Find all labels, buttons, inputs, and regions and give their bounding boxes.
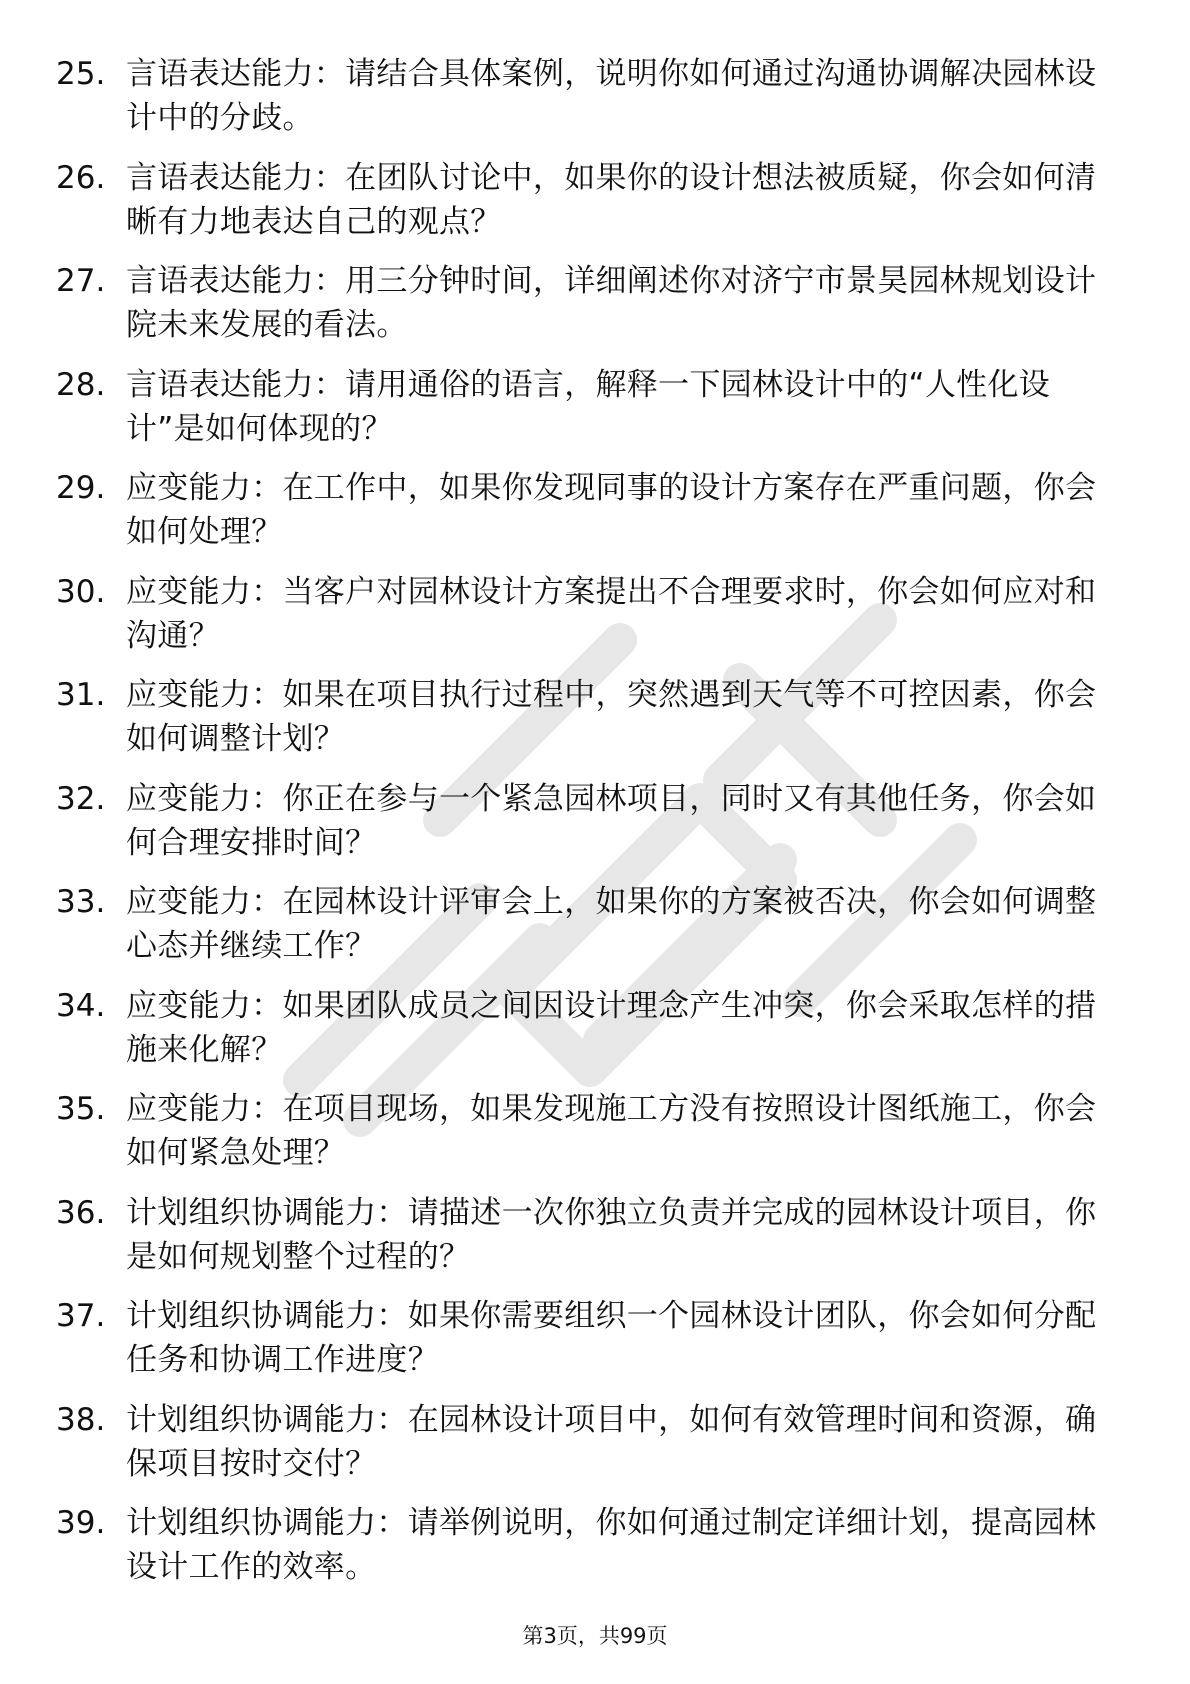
question-text: 言语表达能力：用三分钟时间，详细阐述你对济宁市景昊园林规划设计院未来发展的看法。: [126, 263, 1097, 343]
question-text: 言语表达能力：请结合具体案例，说明你如何通过沟通协调解决园林设计中的分歧。: [126, 56, 1097, 136]
question-number: 36.: [56, 1194, 106, 1231]
list-item: [56, 466, 1126, 570]
question-text: 计划组织协调能力：在园林设计项目中，如何有效管理时间和资源，确保项目按时交付？: [126, 1401, 1097, 1482]
list-item: [56, 52, 1126, 156]
question-number: 39.: [56, 1505, 106, 1541]
question-text: 应变能力：你正在参与一个紧急园林项目，同时又有其他任务，你会如何合理安排时间？: [126, 780, 1097, 861]
question-text: 计划组织协调能力：请描述一次你独立负责并完成的园林设计项目，你是如何规划整个过程的？: [126, 1194, 1097, 1275]
list-item: [56, 880, 1126, 984]
list-item: [56, 984, 1126, 1088]
question-number: 35.: [56, 1091, 106, 1127]
list-item: [56, 363, 1126, 467]
question-text: 应变能力：在项目现场，如果发现施工方没有按照设计图纸施工，你会如何紧急处理？: [126, 1091, 1097, 1171]
question-number: 29.: [56, 470, 106, 506]
question-text: 应变能力：当客户对园林设计方案提出不合理要求时，你会如何应对和沟通？: [126, 573, 1097, 654]
question-number: 31.: [56, 677, 106, 713]
list-item: [56, 1191, 1126, 1295]
question-number: 37.: [56, 1298, 106, 1334]
question-text: 应变能力：如果团队成员之间因设计理念产生冲突，你会采取怎样的措施来化解？: [126, 987, 1097, 1068]
list-item: [56, 777, 1126, 881]
question-list: [56, 52, 1126, 1605]
question-number: 38.: [56, 1401, 106, 1438]
question-number: 30.: [56, 573, 106, 610]
list-item: [56, 1398, 1126, 1502]
list-item: [56, 1501, 1126, 1605]
question-number: 28.: [56, 366, 106, 403]
list-item: [56, 1294, 1126, 1398]
question-text: 言语表达能力：请用通俗的语言，解释一下园林设计中的“人性化设计”是如何体现的？: [126, 366, 1051, 447]
question-number: 27.: [56, 263, 106, 299]
list-item: [56, 570, 1126, 674]
question-text: 应变能力：在工作中，如果你发现同事的设计方案存在严重问题，你会如何处理？: [126, 470, 1097, 550]
list-item: [56, 156, 1126, 260]
question-text: 应变能力：在园林设计评审会上，如果你的方案被否决，你会如何调整心态并继续工作？: [126, 884, 1097, 964]
question-text: 应变能力：如果在项目执行过程中，突然遇到天气等不可控因素，你会如何调整计划？: [126, 677, 1097, 757]
question-text: 计划组织协调能力：请举例说明，你如何通过制定详细计划，提高园林设计工作的效率。: [126, 1505, 1097, 1585]
question-text: 计划组织协调能力：如果你需要组织一个园林设计团队，你会如何分配任务和协调工作进度？: [126, 1298, 1097, 1378]
page-number-footer: 第3页，共99页: [522, 1624, 668, 1648]
question-number: 25.: [56, 56, 106, 92]
question-number: 26.: [56, 159, 106, 196]
list-item: [56, 673, 1126, 777]
question-number: 34.: [56, 987, 106, 1024]
question-number: 32.: [56, 780, 106, 817]
question-number: 33.: [56, 884, 106, 920]
list-item: [56, 1087, 1126, 1191]
list-item: [56, 259, 1126, 363]
question-text: 言语表达能力：在团队讨论中，如果你的设计想法被质疑，你会如何清晰有力地表达自己的观点？: [126, 159, 1097, 240]
